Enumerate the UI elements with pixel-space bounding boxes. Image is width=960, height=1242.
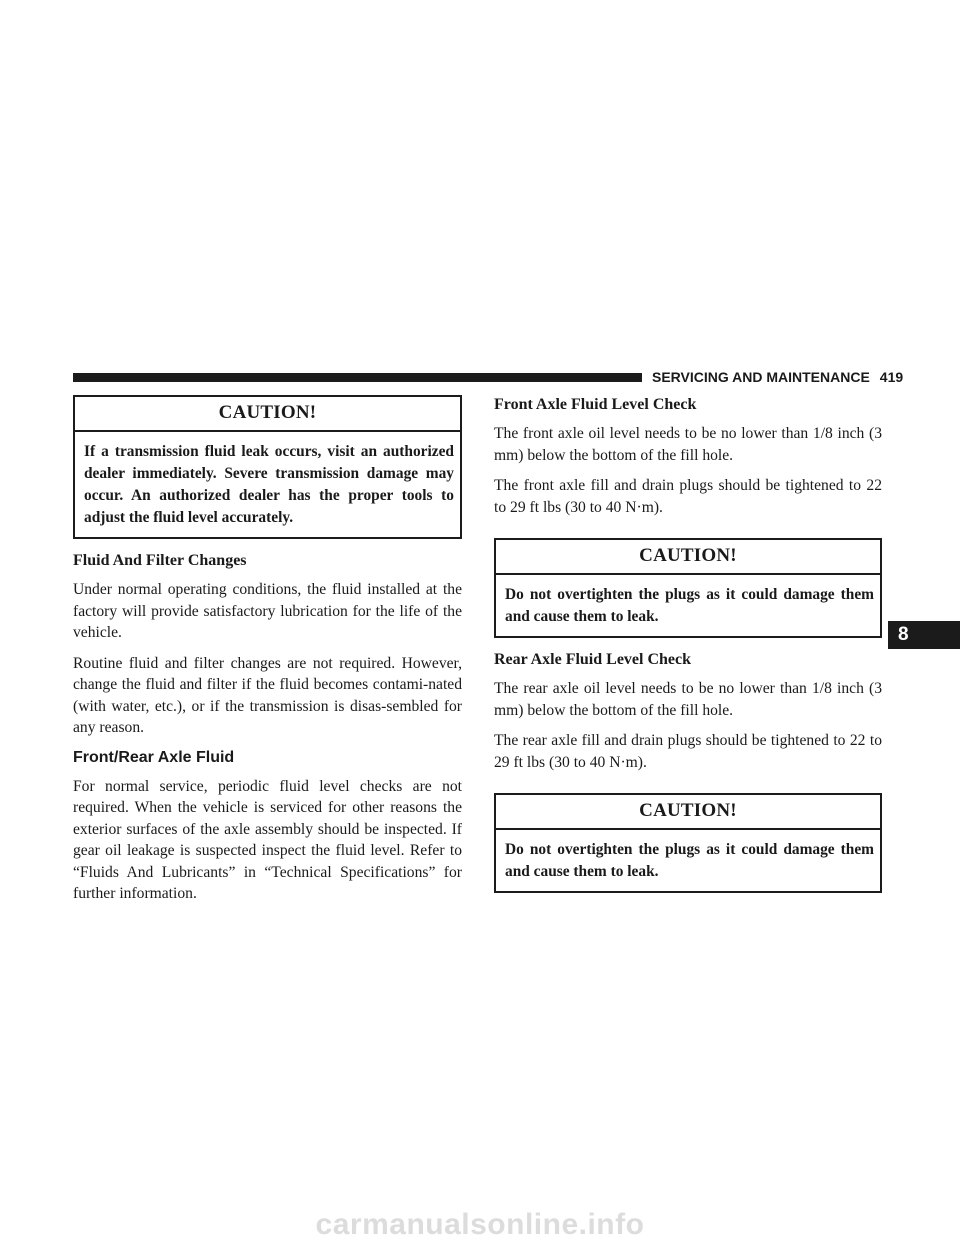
caution-box-rear-plugs — [494, 793, 882, 893]
fluid-filter-heading: Fluid And Filter Changes — [73, 552, 247, 569]
caution-title: CAUTION! — [75, 397, 460, 432]
front-axle-paragraph-2: The front axle fill and drain plugs should be tightened to 22 to 29 ft lbs (30 to 40 N·m). — [494, 477, 882, 516]
fluid-filter-paragraph-1: Under normal operating conditions, the fluid installed at the factory will provide satisfactory lubrication for the life of the vehicle. — [73, 581, 462, 641]
page-number: 419 — [879, 369, 904, 385]
header-rule — [73, 373, 642, 382]
caution-text: Do not overtighten the plugs as it could damage them and cause them to leak. — [505, 841, 874, 880]
rear-axle-heading: Rear Axle Fluid Level Check — [494, 651, 692, 668]
front-axle-heading: Front Axle Fluid Level Check — [494, 396, 697, 413]
axle-fluid-heading: Front/Rear Axle Fluid — [73, 748, 235, 766]
caution-text: Do not overtighten the plugs as it could damage them and cause them to leak. — [505, 586, 874, 625]
fluid-filter-paragraph-2: Routine fluid and filter changes are not required. However, change the fluid and filter if the fluid becomes contami-nated (with water, etc.), or if the transmission is disas-sembled for any reason. — [73, 654, 462, 736]
caution-box-transmission — [73, 395, 462, 539]
watermark-text: carmanualsonline.info — [315, 1208, 645, 1241]
caution-title: CAUTION! — [496, 540, 880, 575]
right-column — [494, 395, 882, 905]
rear-axle-paragraph-1: The rear axle oil level needs to be no lower than 1/8 inch (3 mm) below the bottom of the fill hole. — [494, 680, 882, 719]
chapter-tab: 8 — [888, 621, 960, 649]
caution-box-front-plugs — [494, 538, 882, 638]
front-axle-paragraph-1: The front axle oil level needs to be no lower than 1/8 inch (3 mm) below the bottom of the fill hole. — [494, 425, 882, 464]
axle-fluid-paragraph: For normal service, periodic fluid level checks are not required. When the vehicle is serviced for other reasons the exterior surfaces of the axle assembly should be inspected. If gear oil leakage is suspected inspect the fluid level. Refer to “Fluids And Lubricants” in “Technical Specifications” for further information. — [73, 777, 462, 902]
rear-axle-paragraph-2: The rear axle fill and drain plugs should be tightened to 22 to 29 ft lbs (30 to 40 N·m). — [494, 732, 882, 771]
caution-text: If a transmission fluid leak occurs, visit an authorized dealer immediately. Severe transmission damage may occur. An authorized dealer has the proper tools to adjust the fluid level accurately. — [84, 443, 454, 526]
left-column — [73, 395, 462, 914]
running-header — [652, 368, 904, 386]
caution-title: CAUTION! — [496, 795, 880, 830]
section-title: SERVICING AND MAINTENANCE — [652, 369, 870, 385]
